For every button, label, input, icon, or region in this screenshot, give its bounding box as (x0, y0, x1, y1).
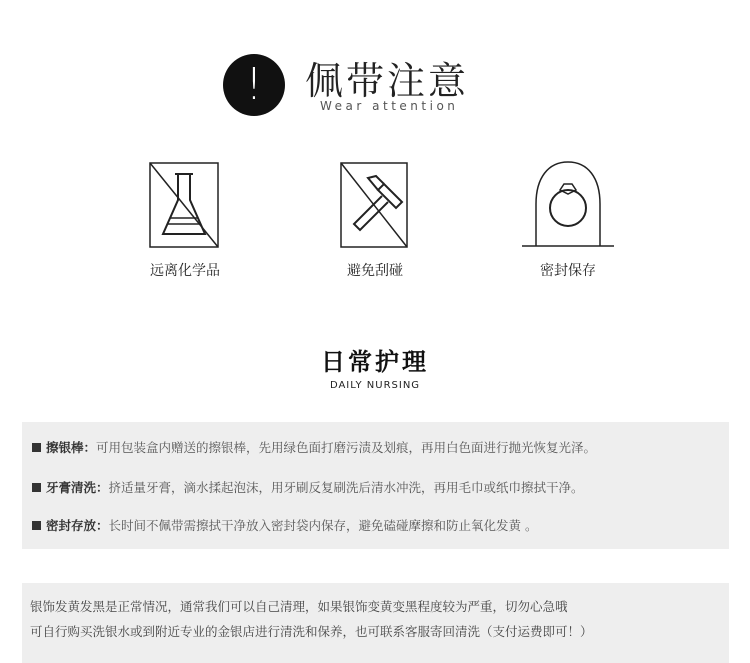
icon-caption-chemicals: 远离化学品 (150, 263, 220, 279)
chemicals-icon (147, 160, 223, 250)
bullet-square-icon (32, 483, 41, 492)
tip-row (32, 478, 584, 496)
care-title: 日常护理 (321, 348, 429, 376)
header (0, 44, 750, 124)
icon-caption-sealed: 密封保存 (540, 263, 596, 279)
wear-icons-row (0, 160, 750, 290)
alert-icon: ! (223, 54, 285, 116)
bullet-square-icon (32, 521, 41, 530)
page-title: 佩带注意 (305, 59, 470, 103)
tip-row (32, 516, 538, 534)
icon-item-sealed (493, 160, 643, 280)
tip-label: 密封存放： (46, 518, 109, 533)
tip-label: 擦银棒： (46, 440, 97, 455)
sealed-bag-icon (518, 160, 618, 250)
icon-item-chemicals (110, 160, 260, 280)
page-subtitle: Wear attention (320, 99, 459, 113)
note-box (22, 583, 729, 663)
bullet-square-icon (32, 443, 41, 452)
tips-box (22, 422, 729, 549)
tip-text: 长时间不佩带需擦拭干净放入密封袋内保存，避免磕碰摩擦和防止氧化发黄 。 (108, 518, 538, 533)
hammer-icon (338, 160, 412, 250)
tip-label: 牙膏清洗： (46, 480, 109, 495)
note-line-1: 银饰发黄发黑是正常情况，通常我们可以自己清理，如果银饰变黄变黑程度较为严重，切勿心急哦 (30, 599, 568, 614)
note-line-2: 可自行购买洗银水或到附近专业的金银店进行清洗和保养，也可联系客服寄回清洗（支付运费即可！） (30, 624, 593, 639)
tip-text: 挤适量牙膏，滴水揉起泡沫，用牙刷反复刷洗后清水冲洗，再用毛巾或纸巾擦拭干净。 (108, 480, 584, 495)
icon-caption-hammer: 避免刮碰 (347, 263, 403, 279)
care-subtitle: DAILY NURSING (329, 380, 421, 391)
icon-item-hammer (300, 160, 450, 280)
tip-text: 可用包装盒内赠送的擦银棒，先用绿色面打磨污渍及划痕，再用白色面进行抛光恢复光泽。 (96, 440, 597, 455)
tip-row (32, 438, 596, 456)
